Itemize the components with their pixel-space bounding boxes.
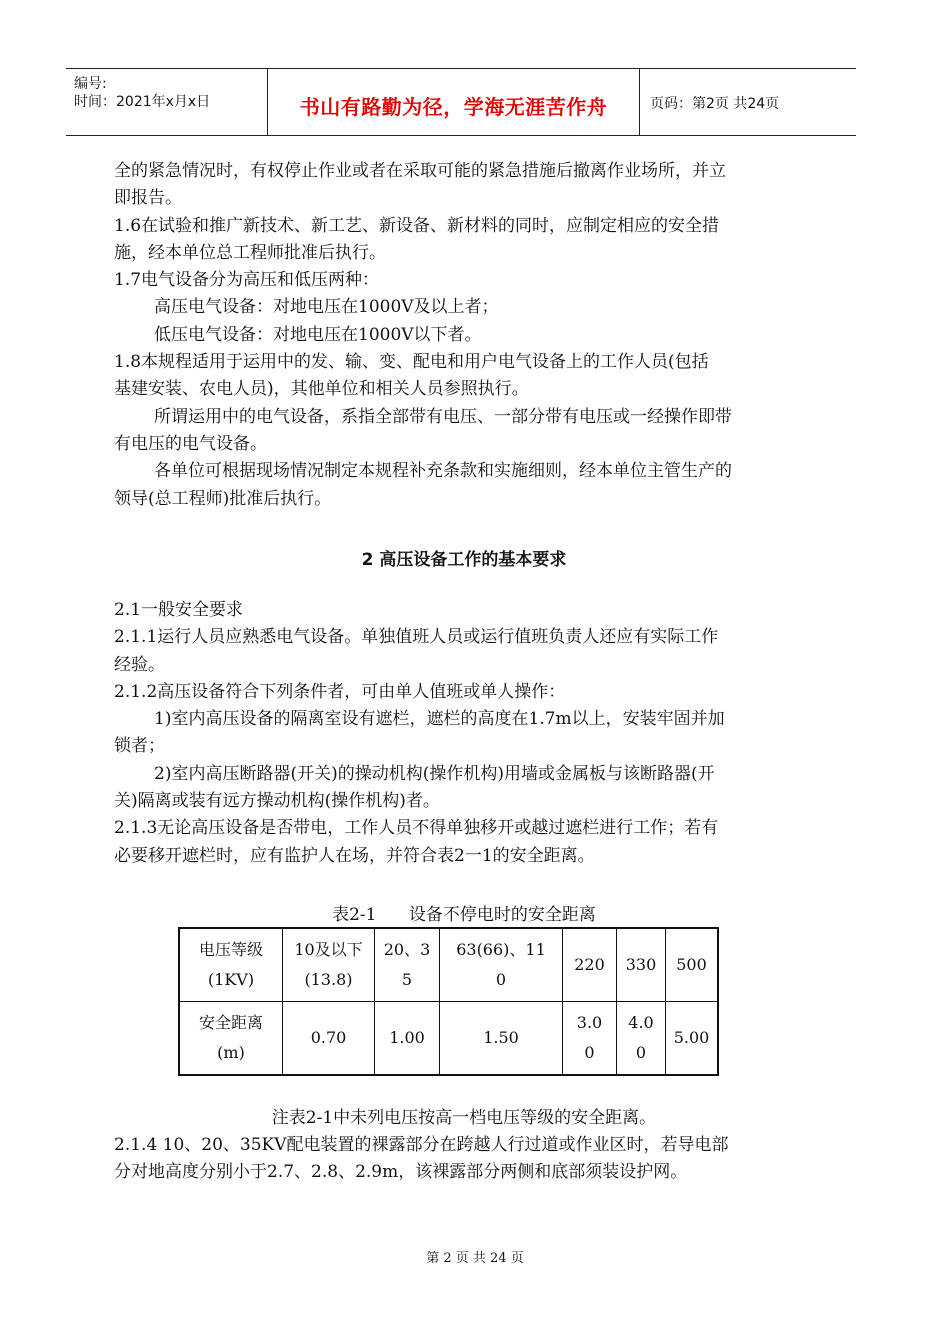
table-cell: 330	[617, 928, 666, 1002]
table-cell: 1.00	[375, 1002, 440, 1076]
text-line: 2.1.3无论高压设备是否带电，工作人员不得单独移开或越过遮栏进行工作；若有	[114, 818, 719, 839]
text-line: 关)隔离或装有远方操动机构(操作机构)者。	[114, 791, 440, 812]
text-line: 各单位可根据现场情况制定本规程补充条款和实施细则，经本单位主管生产的	[154, 461, 732, 482]
text-line: 分对地高度分别小于2.7、2.8、2.9m，该裸露部分两侧和底部须装设护网。	[114, 1162, 688, 1183]
text-line: 1.7电气设备分为高压和低压两种：	[114, 270, 380, 291]
text-line: 1.8本规程适用于运用中的发、输、变、配电和用户电气设备上的工作人员(包括	[114, 352, 709, 373]
text-line: 2.1.1运行人员应熟悉电气设备。单独值班人员或运行值班负责人还应有实际工作	[114, 627, 719, 648]
table-row	[179, 1002, 718, 1076]
table-cell: 0.70	[283, 1002, 375, 1076]
table-cell: 安全距离 (m)	[179, 1002, 283, 1076]
table-cell: 63(66)、11 0	[440, 928, 563, 1002]
text-line: 经验。	[114, 654, 165, 675]
text-line: 所谓运用中的电气设备，系指全部带有电压、一部分带有电压或一经操作即带	[154, 406, 732, 427]
table-cell: 500	[666, 928, 719, 1002]
text-line: 基建安装、农电人员)，其他单位和相关人员参照执行。	[114, 379, 529, 400]
document-header	[66, 68, 856, 136]
text-line: 有电压的电气设备。	[114, 433, 267, 454]
table-cell: 1.50	[440, 1002, 563, 1076]
text-line: 1.6在试验和推广新技术、新工艺、新设备、新材料的同时，应制定相应的安全措	[114, 215, 720, 236]
text-line: 全的紧急情况时，有权停止作业或者在采取可能的紧急措施后撤离作业场所，并立	[114, 161, 726, 181]
body-text-2	[114, 597, 814, 870]
text-line: 必要移开遮栏时，应有监护人在场，并符合表2一1的安全距离。	[114, 845, 595, 866]
table-cell: 220	[563, 928, 617, 1002]
page-footer: 第 2 页 共 24 页	[426, 1251, 524, 1266]
table-cell: 电压等级 (1KV)	[179, 928, 283, 1002]
text-line: 2)室内高压断路器(开关)的操动机构(操作机构)用墙或金属板与该断路器(开	[154, 763, 715, 784]
table-cell: 5.00	[666, 1002, 719, 1076]
header-page-cell	[640, 69, 856, 135]
time-label: 时间：2021年x月x日	[74, 94, 211, 110]
table-note: 注表2-1中未列电压按高一档电压等级的安全距离。	[271, 1108, 657, 1128]
text-line: 即报告。	[114, 188, 182, 209]
table-row	[179, 928, 718, 1002]
table-caption: 表2-1 设备不停电时的安全距离	[332, 905, 596, 925]
text-line: 1)室内高压设备的隔离室设有遮栏，遮栏的高度在1.7m以上，安装牢固并加	[154, 709, 725, 730]
text-line: 锁者；	[114, 736, 165, 757]
table-cell: 3.0 0	[563, 1002, 617, 1076]
text-line: 2.1.4 10、20、35KV配电装置的裸露部分在跨越人行过道或作业区时，若导电部	[114, 1135, 729, 1155]
page-label: 页码：第2页 共24页	[650, 96, 780, 112]
body-text-3	[114, 1132, 814, 1187]
section-title: 2 高压设备工作的基本要求	[361, 550, 567, 570]
table-cell: 10及以下 (13.8)	[283, 928, 375, 1002]
text-line: 低压电气设备：对地电压在1000V以下者。	[154, 324, 482, 345]
text-line: 施，经本单位总工程师批准后执行。	[114, 242, 386, 263]
motto: 书山有路勤为径，学海无涯苦作舟	[299, 95, 608, 119]
text-line: 高压电气设备：对地电压在1000V及以上者；	[154, 297, 499, 318]
table-cell: 4.0 0	[617, 1002, 666, 1076]
header-meta-cell	[66, 69, 268, 135]
safety-distance-table	[178, 927, 719, 1076]
table-cell: 20、3 5	[375, 928, 440, 1002]
text-line: 2.1.2高压设备符合下列条件者，可由单人值班或单人操作：	[114, 681, 566, 702]
number-label: 编号:	[74, 76, 107, 92]
header-motto-cell	[268, 69, 640, 135]
text-line: 领导(总工程师)批准后执行。	[114, 488, 332, 509]
body-text-1	[114, 158, 814, 513]
text-line: 2.1一般安全要求	[114, 600, 244, 620]
